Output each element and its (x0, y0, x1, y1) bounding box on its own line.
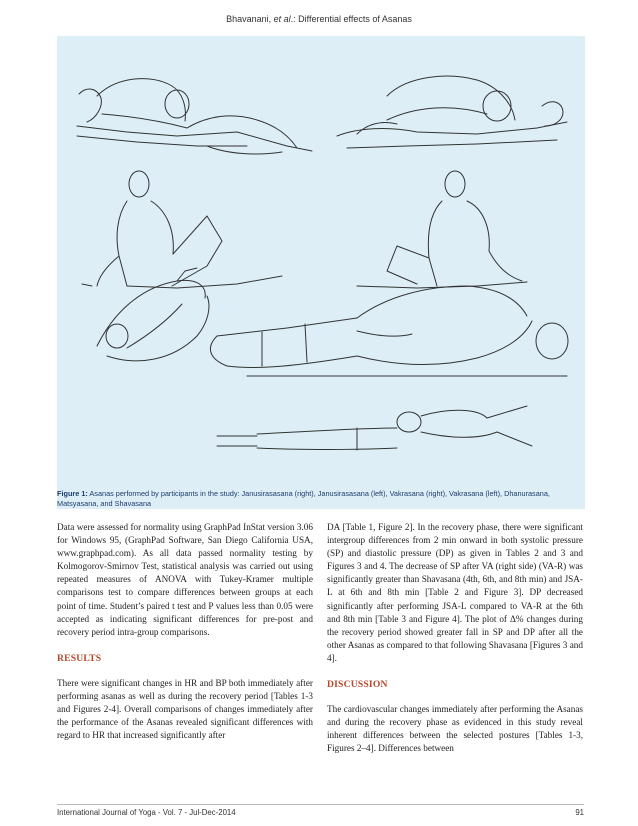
discussion-heading: DISCUSSION (327, 679, 388, 691)
methods-paragraph: Data were assessed for normality using GraphPad InStat version 3.06 for Windows 95, (GraphPad Software, San Diego California USA, www.graphpad.com). As all data passed normality testing by Kolmogorov-Smirnov Test, statistical analysis was carried out using repeated measures of ANOVA with Tukey-Kramer multiple comparisons test to compare differences between groups at each point of time. Student’s paired t test and P values less than 0.05 were accepted as indicating significant differences for pre-post and recovery period intra-group comparisons. (57, 522, 313, 637)
journal-citation: International Journal of Yoga - Vol. 7 - Jul-Dec-2014 (57, 808, 236, 817)
figure-label: Figure 1: (57, 489, 88, 498)
running-head: Bhavanani, et al.: Differential effects of Asanas (226, 14, 412, 24)
results-heading: RESULTS (57, 652, 102, 664)
left-column (57, 521, 313, 742)
shavasana-figure (217, 406, 532, 450)
right-column (327, 521, 583, 756)
janusirasasana-left-figure (337, 76, 567, 148)
figure-caption-text: Asanas performed by participants in the study: Janusirasasana (right), Janusirasasana (left), Vakrasana (right), Vakrasana (left), Dhanurasana, Matsyasana, and Shavasana (57, 489, 550, 508)
discussion-paragraph: The cardiovascular changes immediately after performing the Asanas and during the recovery phase as evidenced in this study reveal inherent differences between the selected postures [Tables 1-3, Figures 2–4]. Differences between (327, 704, 583, 754)
matsyasana-figure (210, 286, 568, 376)
page-number: 91 (575, 808, 584, 817)
page-footer (57, 804, 584, 817)
vakrasana-left-figure (357, 171, 527, 288)
asana-illustrations (57, 36, 585, 486)
janusirasasana-right-figure (77, 79, 312, 154)
figure-1 (57, 36, 585, 509)
figure-caption (57, 489, 582, 509)
vakrasana-right-figure (82, 171, 282, 288)
results-continued-paragraph: DA [Table 1, Figure 2]. In the recovery phase, there were significant intergroup differences from 2 min onward in both systolic pressure (SP) and diastolic pressure (DP) as given in Tables 2 and 3 and Figures 3 and 4. The decrease of SP after VA (right side) (VA-R) was significantly greater than Shavasana (4th, 6th, and 8th min) and JSA-L at 6th and 8th min [Table 2 and Figure 3]. DP decreased significantly after performing JSA-L compared to VA-R at the 6th and 8th min [Table 3 and Figure 4]. The plot of Δ% changes during the recovery period showed greater fall in SP and DP after all the other Asanas as compared to that following Shavasana [Figures 3 and 4]. (327, 522, 583, 663)
dhanurasana-figure (97, 268, 209, 361)
results-paragraph: There were significant changes in HR and BP both immediately after performing asanas as well as during the recovery period [Tables 1-3 and Figures 2-4]. Overall comparisons of changes immediately after the performance of the Asanas revealed significant differences with regard to HR that increased significantly after (57, 677, 313, 741)
